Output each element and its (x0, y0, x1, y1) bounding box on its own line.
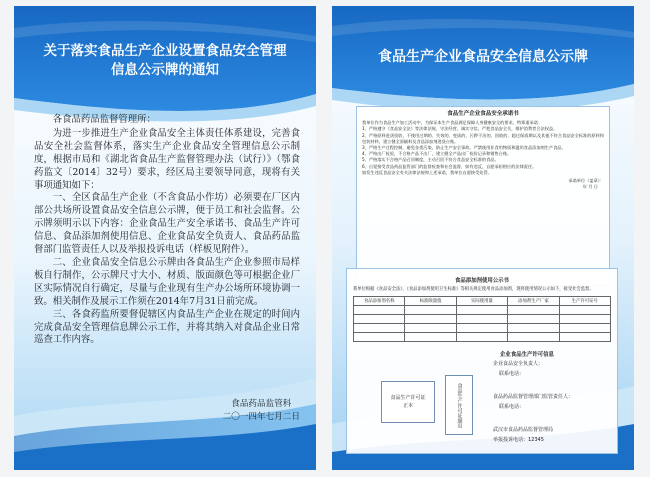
promise-item: 4、严格出厂检验，不合格产品不出厂，建立健全产品出厂检验记录和销售台账。 (362, 151, 512, 157)
promise-item: 6、自觉接受食品药品监管部门的监督检查和社会监督，如有违反，自愿承担相应的法律责任。 (362, 163, 537, 169)
table-header-cell: 标准限量值 (405, 297, 456, 306)
promise-closing: 如发生违反食品安全有关法律法规和上述承诺，我单位自愿接受处罚。 (362, 170, 492, 176)
promise-item: 1、严格遵守《食品安全法》等法律法规，守法经营，诚实守信，严把食品安全关，维护消费者合法权益。 (362, 126, 558, 132)
notice-paragraph-3: 三、各食药监所要督促辖区内食品生产企业在规定的时间内完成食品安全管理信息牌公示工作，并将其纳入对食品企业日常巡查工作内容。 (34, 308, 300, 346)
permit-card-line-2: 正本 (402, 403, 413, 409)
notice-title (14, 42, 316, 80)
promise-item: 5、严格落实不合格产品召回制度，主动召回不符合食品安全标准的食品。 (362, 157, 499, 163)
bureau-name: 武汉市食品药品监督管理局 (493, 427, 554, 433)
table-header-row (354, 297, 611, 306)
responsible-persons (493, 359, 573, 445)
table-row (354, 333, 611, 342)
permit-title: 企业食品生产许可信息 (500, 352, 554, 358)
notice-paragraph-1: 一、全区食品生产企业（不含食品小作坊）必须要在厂区内部公共场所设置食品安全信息公示牌，便于员工和社会监督。公示牌须明示以下内容：企业食品生产安全承诺书、食品生产许可信息、食品添加剂使用信息、企业食品安全负责人、食品药品监督部门监管责任人以及举报投诉电话（样板见附件）。 (34, 192, 300, 256)
promise-item: 2、严格原料进货验收，不使用过期的、失效的、变质的、污秽不洁的、回收的、超过保质期以及其他不符合食品安全标准的原料和包装材料，建立健全原辅料及食品添加剂进货台账。 (362, 132, 604, 144)
safety-owner-label: 企业食品安全负责人： (493, 361, 544, 367)
promise-intro: 我单位作为食品生产加工活动中，为保证本生产食品满足保障人身健康安全的要求，特郑重承诺： (362, 120, 543, 125)
notice-title-line-2: 信息公示牌的通知 (111, 62, 219, 78)
permit-original-card (381, 381, 435, 423)
notice-paragraph-intro: 为进一步推进生产企业食品安全主体责任体系建设，完善食品安全社会监督体系，落实生产企业食品安全管理信息公示制度，根据市局和《湖北省食品生产监督管理办法（试行）》（鄂食药监文〔2014〕32号）要求，经区局主要领导同意，现将有关事项通知如下： (34, 127, 300, 191)
additive-table (353, 296, 611, 342)
table-header-cell: 实际使用量 (456, 297, 507, 306)
table-header-cell: 食品添加剂名称 (354, 297, 405, 306)
notice-poster (14, 6, 316, 470)
notice-salutation: 各食品药品监督管理所： (52, 114, 156, 125)
supervisor-phone-label: 联系电话： (499, 404, 525, 410)
table-header-cell: 生产许可证号 (559, 297, 610, 306)
table-row (354, 315, 611, 324)
permit-duplicate-card: 食品生产许可证副页 (445, 375, 473, 435)
promise-date: 年 月 日 (582, 184, 598, 190)
promise-item: 3、严格生产过程控制，避免各类污染，防止生产安全事故。严禁使用非食用物质和滥用食品添加剂生产食品。 (362, 144, 566, 150)
disclosure-sheet (346, 268, 618, 454)
notice-title-line-1: 关于落实食品生产企业设置食品安全管理 (43, 43, 287, 59)
notice-paragraph-2: 二、企业食品安全信息公示牌由各食品生产企业参照市局样板自行制作，公示牌尺寸大小、材质、版面颜色等可根据企业厂区实际情况自行确定，尽量与企业现有生产办公场所环境协调一致。相关制作及展示工作须在2014年7月31日前完成。 (34, 256, 300, 307)
additive-title: 食品添加剂使用公示书 (455, 278, 509, 284)
table-header-cell: 添加剂生产厂家 (508, 297, 559, 306)
signature-org: 食品药品监管科 (231, 399, 292, 409)
table-row (354, 306, 611, 315)
notice-signature (223, 398, 300, 424)
complaint-hotline: 举报投诉电话：12345 (493, 437, 544, 443)
additive-note: 我单位根据《食品安全法》、《食品添加剂使用卫生标准》等相关规定使用食品添加剂，现将使用情况公示如下，接受社会监督。 (353, 287, 594, 292)
notice-body (34, 114, 300, 347)
supervisor-label: 食品药品监督管理部门监管责任人： (493, 394, 574, 400)
info-board-poster (332, 6, 634, 470)
promise-title: 食品生产企业食品安全承诺书 (447, 111, 519, 117)
signature-date: 二〇一四年七月二日 (222, 412, 300, 422)
table-row (354, 324, 611, 333)
safety-owner-phone-label: 联系电话： (499, 371, 525, 377)
board-title: 食品生产企业食品安全信息公示牌 (378, 49, 588, 65)
promise-letter (356, 106, 610, 286)
promise-signature: 承诺单位（盖章）： (568, 178, 604, 184)
permit-card-line-1: 食品生产许可证 (390, 395, 426, 401)
